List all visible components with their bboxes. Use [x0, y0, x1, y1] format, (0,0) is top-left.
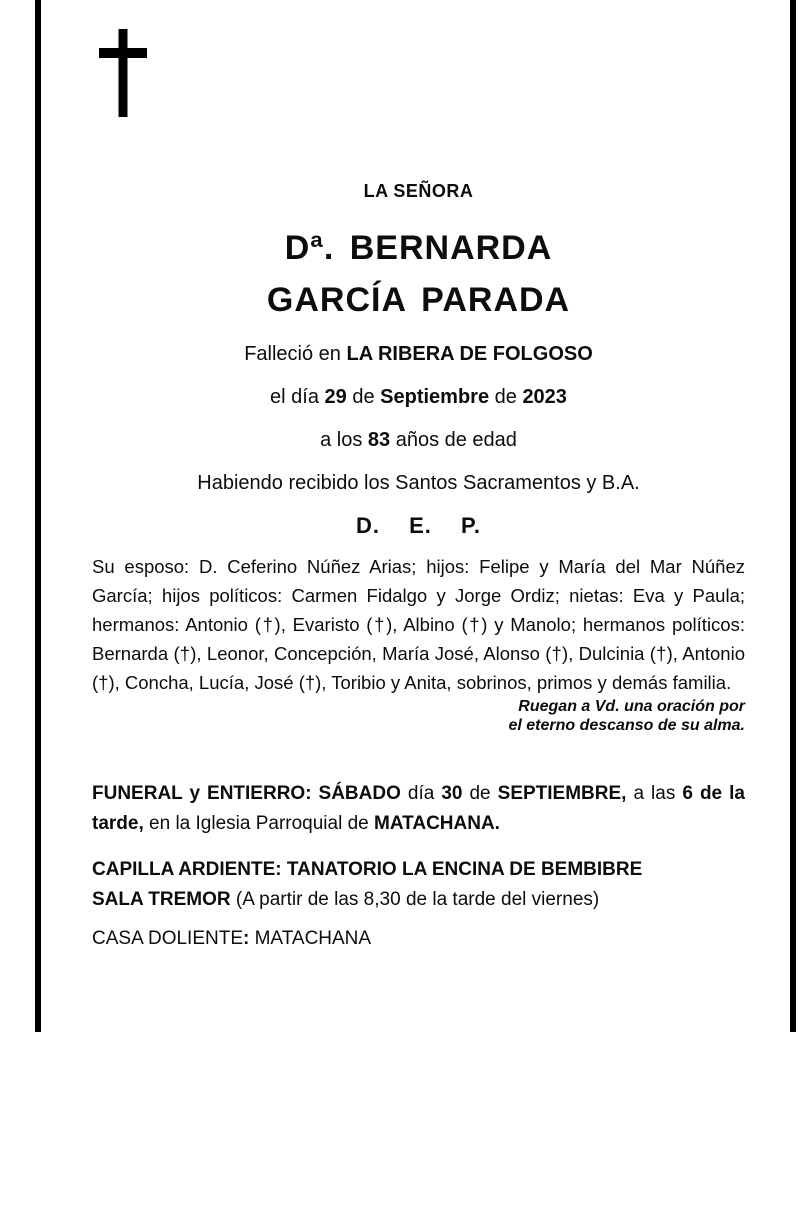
death-date-line: el día 29 de Septiembre de 2023 — [270, 386, 567, 408]
mourning-home-line: CASA DOLIENTE: MATACHANA — [92, 928, 372, 949]
family-paragraph: Su esposo: D. Ceferino Núñez Arias; hijos: Felipe y María del Mar Núñez García; hijos políticos: Carmen Fidalgo y Jorge Ordiz; nietas: Eva y Paula; hermanos: Antonio (†), Evaristo (†), Albino (†) y Manolo; hermanos políticos: Bernarda (†), Leonor, Concepción, María José, Alonso (†), Dulcinia (†), Antonio (†), Concha, Lucía, José (†), Toribio y Anita, sobrinos, primos y demás familia. — [92, 556, 745, 693]
prayer-line2: el eterno descanso de su alma. — [508, 717, 745, 734]
wake-line2: SALA TREMOR (A partir de las 8,30 de la tarde del viernes) — [92, 889, 600, 910]
esquela-card — [35, 0, 796, 1032]
funeral-details: FUNERAL y ENTIERRO: SÁBADO día 30 de SEPTIEMBRE, a las 6 de la tarde, en la Iglesia Parroquial de MATACHANA. — [92, 783, 745, 834]
deceased-name — [92, 222, 745, 326]
esquela-content — [41, 181, 790, 1213]
deceased-name-line1: Dª. BERNARDA — [284, 229, 553, 267]
cross-icon — [99, 29, 147, 117]
cross-vertical-bar — [119, 29, 128, 117]
sacraments-line: Habiendo recibido los Santos Sacramentos y B.A. — [197, 472, 640, 494]
deceased-name-line2: GARCÍA PARADA — [266, 281, 571, 319]
wake-details — [92, 855, 745, 915]
age-line: a los 83 años de edad — [320, 429, 517, 451]
cross-horizontal-bar — [99, 48, 147, 58]
death-place-line: Falleció en LA RIBERA DE FOLGOSO — [244, 343, 593, 365]
prayer-line1: Ruegan a Vd. una oración por — [518, 698, 745, 715]
honorific-title: LA SEÑORA — [363, 181, 474, 201]
prayer-request — [92, 697, 745, 735]
wake-line1: CAPILLA ARDIENTE: TANATORIO LA ENCINA DE BEMBIBRE — [92, 859, 643, 880]
dep-abbreviation: D. E. P. — [356, 513, 481, 538]
